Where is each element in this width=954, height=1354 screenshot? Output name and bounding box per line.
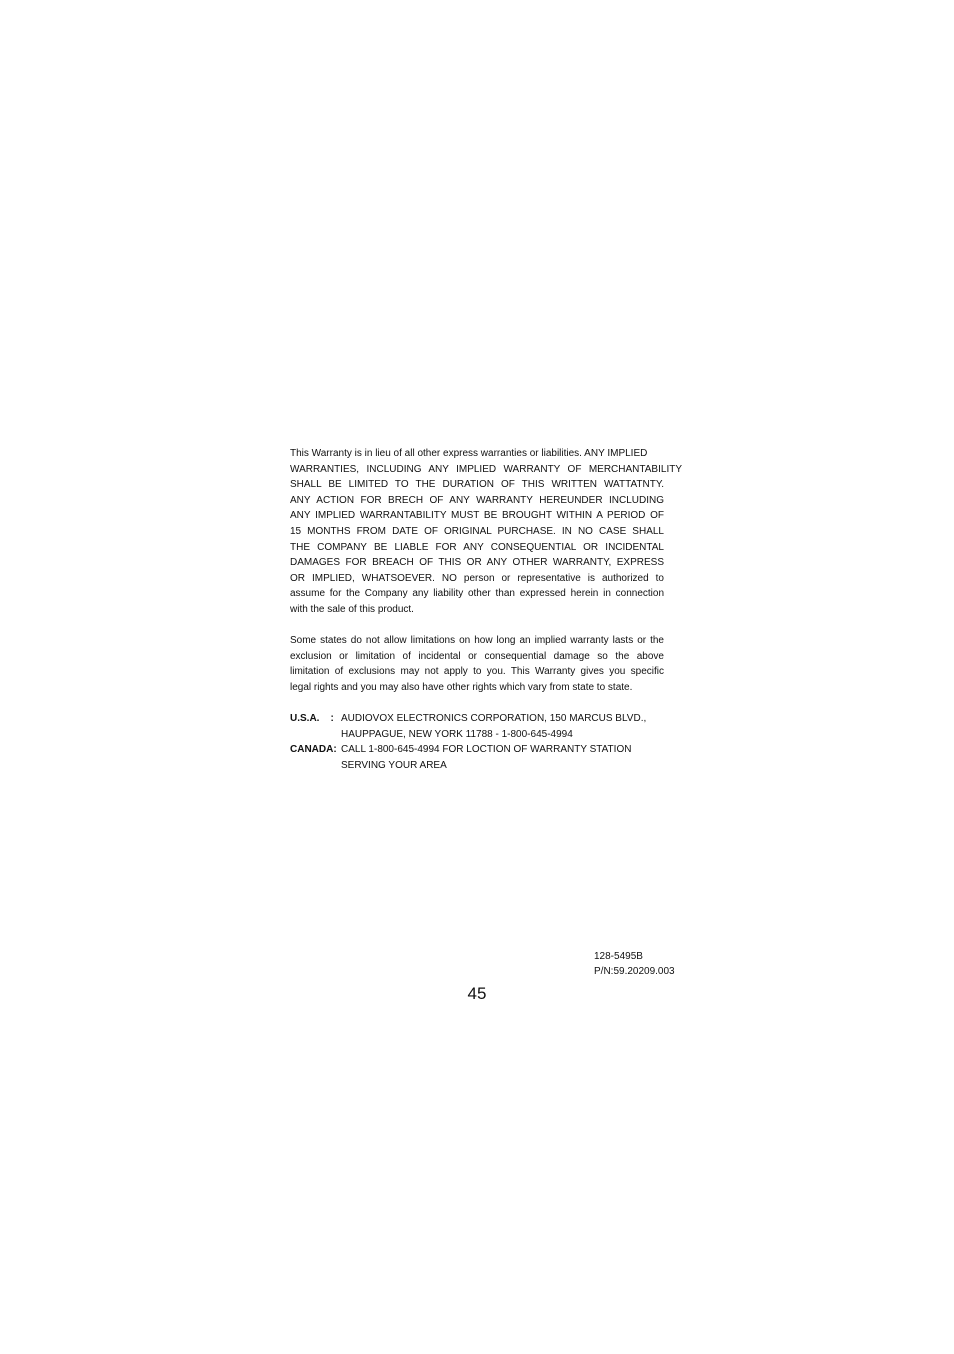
paragraph-line: WARRANTIES, INCLUDING ANY IMPLIED WARRANTY OF MERCHANTABILITY	[290, 463, 682, 475]
paragraph-line: THE COMPANY BE LIABLE FOR ANY CONSEQUENTIAL OR INCIDENTAL	[290, 541, 664, 553]
warranty-paragraph-1	[290, 446, 682, 618]
warranty-content	[290, 446, 682, 773]
paragraph-line: Some states do not allow limitations on how long an implied warranty lasts or the	[290, 635, 664, 647]
contact-address-canada	[341, 742, 664, 773]
paragraph-line: legal rights and you may also have other rights which vary from state to state.	[290, 681, 633, 693]
paragraph-line: SHALL BE LIMITED TO THE DURATION OF THIS WRITTEN WATTATNTY.	[290, 479, 664, 491]
paragraph-line: assume for the Company any liability other than expressed herein in connection	[290, 588, 664, 600]
paragraph-line: with the sale of this product.	[290, 603, 414, 615]
contact-label-canada: CANADA:	[290, 744, 337, 756]
contact-usa	[290, 711, 664, 742]
paragraph-line: exclusion or limitation of incidental or consequential damage so the above	[290, 650, 664, 662]
contact-label-usa: U.S.A. :	[290, 713, 334, 725]
paragraph-line: limitation of exclusions may not apply to you. This Warranty gives you specific	[290, 666, 664, 678]
contact-section	[290, 711, 664, 773]
page-number: 45	[467, 984, 487, 1003]
warranty-paragraph-2	[290, 633, 664, 695]
paragraph-line: ANY IMPLIED WARRANTABILITY MUST BE BROUGHT WITHIN A PERIOD OF	[290, 510, 664, 522]
contact-line: CALL 1-800-645-4994 FOR LOCTION OF WARRANTY STATION	[341, 744, 632, 756]
paragraph-line: OR IMPLIED, WHATSOEVER. NO person or representative is authorized to	[290, 572, 664, 584]
paragraph-line: DAMAGES FOR BREACH OF THIS OR ANY OTHER WARRANTY, EXPRESS	[290, 557, 664, 569]
paragraph-gap	[290, 618, 664, 634]
part-number: P/N:59.20209.003	[594, 965, 675, 977]
paragraph-line: This Warranty is in lieu of all other express warranties or liabilities. ANY IMPLIED	[290, 448, 648, 459]
part-code: 128-5495B	[594, 951, 643, 962]
paragraph-line: ANY ACTION FOR BRECH OF ANY WARRANTY HEREUNDER INCLUDING	[290, 494, 664, 506]
contact-line: AUDIOVOX ELECTRONICS CORPORATION, 150 MARCUS BLVD.,	[341, 713, 647, 725]
contact-line: HAUPPAGUE, NEW YORK 11788 - 1-800-645-4994	[341, 728, 573, 740]
contact-canada	[290, 742, 664, 773]
paragraph-line: 15 MONTHS FROM DATE OF ORIGINAL PURCHASE. IN NO CASE SHALL	[290, 525, 664, 537]
part-codes	[594, 950, 675, 979]
contact-line: SERVING YOUR AREA	[341, 759, 447, 771]
contact-address-usa	[341, 711, 664, 742]
